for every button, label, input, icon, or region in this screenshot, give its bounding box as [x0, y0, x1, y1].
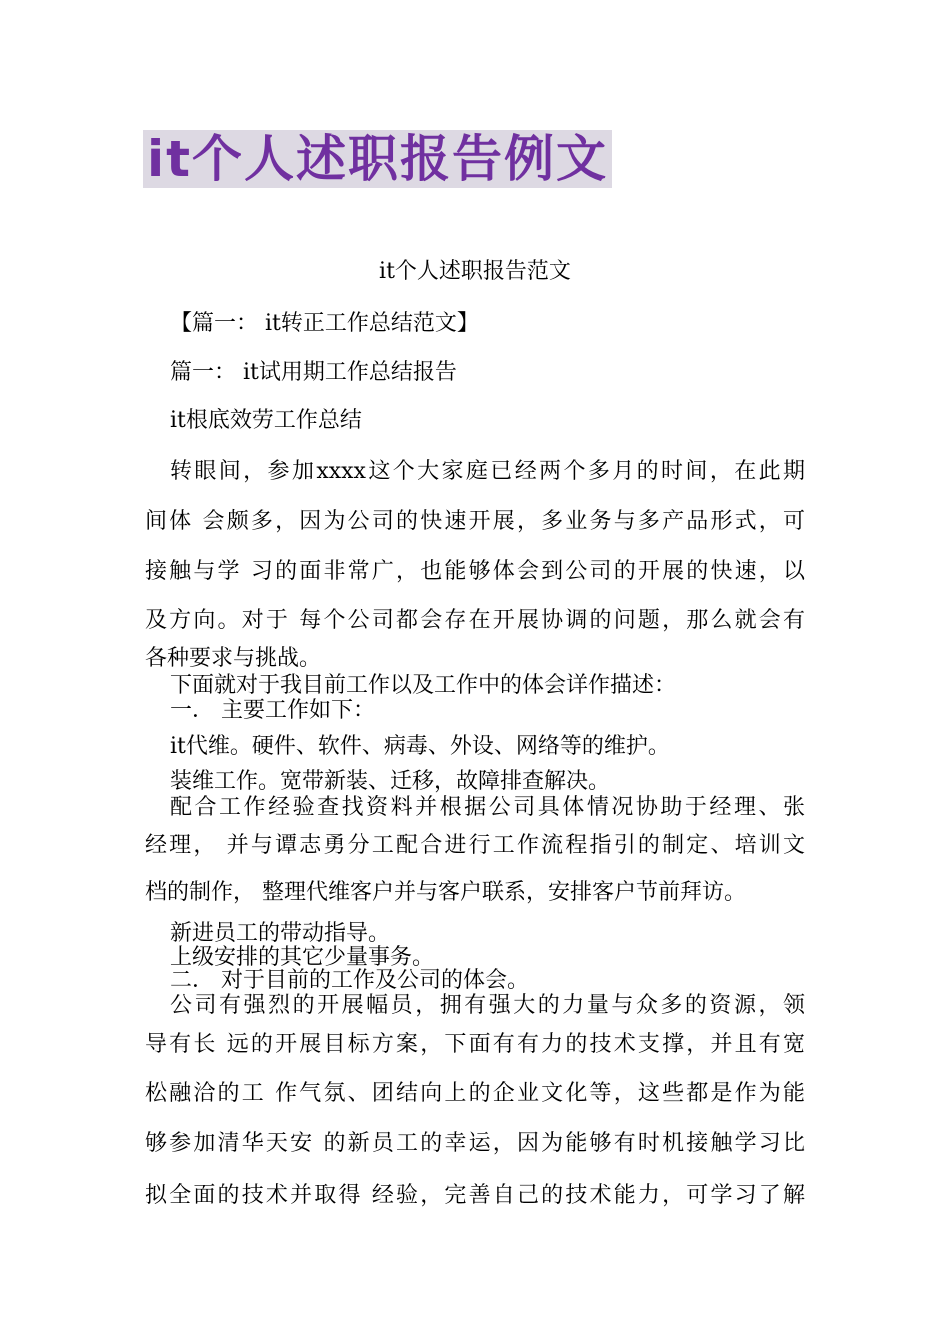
paragraph-line: 【篇一： it转正工作总结范文】 [170, 311, 479, 336]
paragraph-line: 转眼间，参加xxxx这个大家庭已经两个多月的时间，在此期 [170, 459, 805, 484]
paragraph-line: 够参加清华天安 的新员工的幸运，因为能够有时机接触学习比 [145, 1131, 805, 1156]
paragraph-line: 篇一： it试用期工作总结报告 [170, 360, 457, 385]
paragraph-line: it代维。硬件、软件、病毒、外设、网络等的维护。 [170, 734, 670, 759]
paragraph-line: 经理， 并与谭志勇分工配合进行工作流程指引的制定、培训文 [145, 833, 805, 858]
paragraph-line: 及方向。对于 每个公司都会存在开展协调的问题，那么就会有 [145, 608, 805, 633]
paragraph-line: 档的制作， 整理代维客户并与客户联系，安排客户节前拜访。 [145, 880, 746, 905]
paragraph-line: 装维工作。宽带新装、迁移，故障排查解决。 [170, 769, 611, 794]
paragraph-line: 各种要求与挑战。 [145, 646, 322, 671]
paragraph-line: 配合工作经验查找资料并根据公司具体情况协助于经理、张 [170, 795, 805, 820]
paragraph-line: 导有长 远的开展目标方案，下面有有力的技术支撑，并且有宽 [145, 1032, 805, 1057]
section-heading: 一． 主要工作如下： [170, 698, 375, 723]
paragraph-line: 接触与学 习的面非常广，也能够体会到公司的开展的快速，以 [145, 559, 805, 584]
document-subtitle: it个人述职报告范文 [379, 259, 571, 284]
paragraph-line: 拟全面的技术并取得 经验，完善自己的技术能力，可学习了解 [145, 1183, 805, 1208]
paragraph-line: 间体 会颇多，因为公司的快速开展，多业务与多产品形式，可 [145, 509, 805, 534]
paragraph-line: 松融洽的工 作气氛、团结向上的企业文化等，这些都是作为能 [145, 1081, 805, 1106]
paragraph-line: 公司有强烈的开展幅员，拥有强大的力量与众多的资源，领 [170, 993, 805, 1018]
paragraph-line: 下面就对于我目前工作以及工作中的体会详作描述： [170, 673, 677, 698]
document-title: it个人述职报告例文 [143, 130, 612, 188]
paragraph-line: 上级安排的其它少量事务。 [170, 945, 435, 970]
section-heading: 二． 对于目前的工作及公司的体会。 [170, 968, 529, 993]
paragraph-line: it根底效劳工作总结 [170, 408, 362, 433]
paragraph-line: 新进员工的带动指导。 [170, 921, 391, 946]
